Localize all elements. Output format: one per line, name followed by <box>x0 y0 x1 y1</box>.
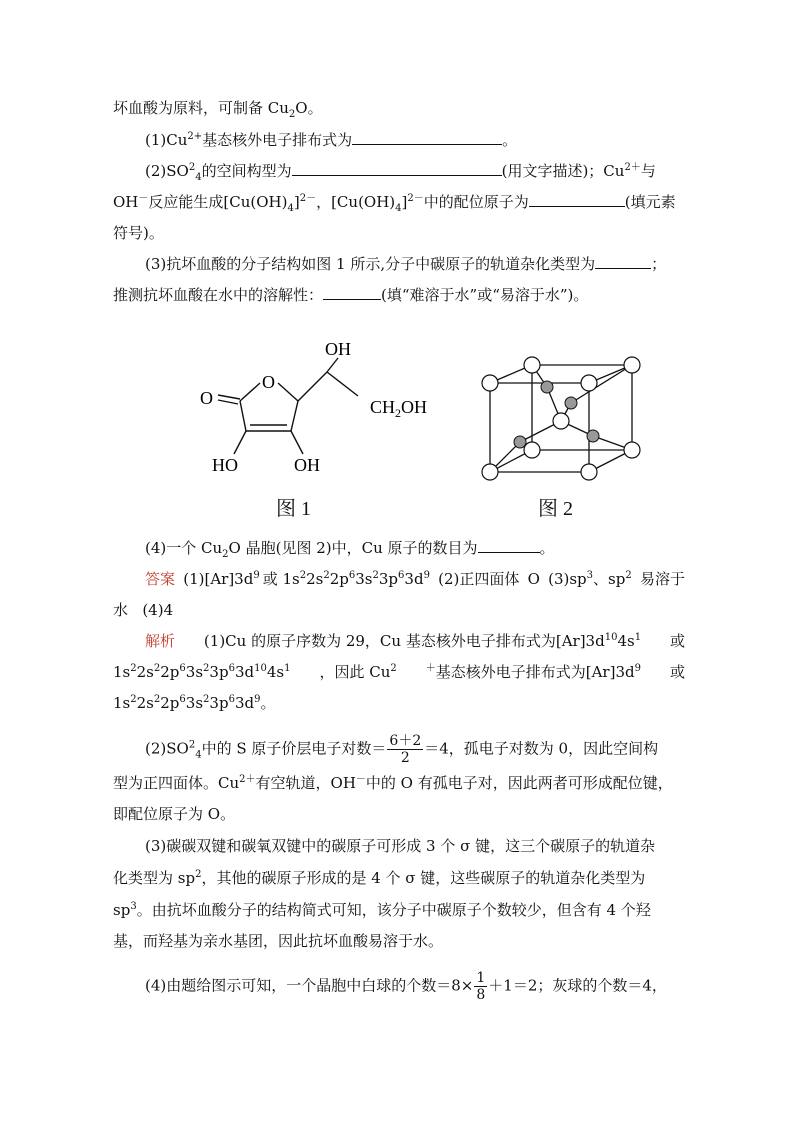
superscript: 2 <box>130 663 137 674</box>
subscript: 4 <box>395 203 402 214</box>
text: 。由抗坏血酸分子的结构简式可知，该分子中碳原子个数较少，但含有 4 个羟 <box>136 901 651 919</box>
text: 2p <box>160 663 180 681</box>
text: (2)SO <box>145 162 189 180</box>
text: 3d <box>234 663 255 681</box>
text: 4s <box>617 632 635 650</box>
superscript: 9 <box>254 694 261 705</box>
carbonyl-oxygen-label: O <box>200 388 213 408</box>
text: 中的配位原子为 <box>423 193 529 211</box>
figure-2-caption: 图 2 <box>538 498 573 520</box>
text: (3)抗坏血酸的分子结构如图 1 所示,分子中碳原子的轨道杂化类型为 <box>145 255 596 273</box>
superscript: 2＋ <box>239 774 256 785</box>
text: 水 <box>113 601 129 619</box>
text: 。 <box>502 131 518 149</box>
ho-label: HO <box>212 455 238 475</box>
superscript: 2 <box>153 663 161 674</box>
text: 有空轨道，OH <box>255 774 356 792</box>
text: 2s <box>136 694 154 712</box>
superscript: 6 <box>348 570 356 581</box>
answer-blank[interactable] <box>352 130 502 145</box>
answer-label: 答案 <box>145 570 176 588</box>
white-atom <box>524 357 540 373</box>
text: (4)由题给图示可知，一个晶胞中白球的个数＝8× <box>145 976 474 995</box>
text: (2)正四面体 <box>438 570 520 588</box>
text: (1)[Ar]3d <box>183 570 254 588</box>
superscript: 2 <box>323 570 330 581</box>
question-2-line-2 <box>113 191 685 213</box>
text: 中的 O 有孤电子对，因此两者可形成配位键， <box>365 774 673 792</box>
text: 推测抗坏血酸在水中的溶解性： <box>113 286 324 304</box>
superscript: 2－ <box>407 193 424 204</box>
superscript: 10 <box>254 663 267 674</box>
text: ，[Cu(OH) <box>316 193 396 211</box>
superscript: 6 <box>179 663 186 674</box>
text: O。 <box>295 99 323 117</box>
text: OH <box>113 193 139 211</box>
text: 3p <box>378 570 399 588</box>
superscript: 1 <box>634 632 642 643</box>
text: 3p <box>209 663 229 681</box>
text: 或 <box>669 632 685 650</box>
text: 中的 S 原子价层电子对数＝ <box>201 739 387 758</box>
question-3-line-2 <box>113 284 685 306</box>
answer-blank[interactable] <box>478 538 540 553</box>
subscript: 2 <box>222 549 229 560</box>
text: ] <box>293 193 300 211</box>
white-atom <box>624 442 640 458</box>
text: 3d <box>234 694 255 712</box>
superscript: 2 <box>195 869 202 880</box>
text: 化类型为 sp <box>113 869 196 887</box>
question-1 <box>145 129 685 151</box>
explanation-line-11 <box>145 970 685 1003</box>
oh-top-label: OH <box>325 339 351 359</box>
superscript: 2 <box>299 570 307 581</box>
white-atom <box>553 413 569 429</box>
explanation-line-4 <box>145 733 685 766</box>
text: 或 1s <box>262 570 300 588</box>
explanation-line-5 <box>113 772 685 794</box>
answer-blank[interactable] <box>323 285 381 300</box>
superscript: 9 <box>423 570 430 581</box>
text: 型为正四面体。Cu <box>113 774 240 792</box>
answer-line-2 <box>113 599 685 621</box>
explanation-line-7 <box>145 835 685 857</box>
text: 。 <box>539 539 555 557</box>
superscript: 2 <box>188 739 196 751</box>
explanation-line-1 <box>145 630 685 652</box>
superscript: 1 <box>284 663 291 674</box>
gray-atom <box>514 436 526 448</box>
superscript: 2 <box>203 694 210 705</box>
text: 基态核外电子排布式为 <box>202 131 353 149</box>
figure-1-caption: 图 1 <box>276 498 311 520</box>
subscript: 4 <box>195 749 202 761</box>
text: 1s <box>113 694 131 712</box>
text: 或 <box>669 663 685 681</box>
explanation-line-8 <box>113 867 685 889</box>
text: 即配位原子为 O。 <box>113 805 236 823</box>
subscript: 4 <box>195 172 202 183</box>
explanation-line-2 <box>113 661 685 683</box>
white-atom <box>524 442 540 458</box>
superscript: 2＋ <box>624 162 641 173</box>
text: (1)Cu <box>145 131 188 149</box>
superscript: ＋ <box>425 663 436 674</box>
superscript: － <box>355 774 366 785</box>
ascorbic-acid-structure <box>190 328 445 478</box>
text: (填元素 <box>624 193 676 211</box>
text: ＝4，孤电子对数为 0，因此空间构 <box>424 739 659 758</box>
text: O <box>527 570 540 588</box>
text: (4)4 <box>142 601 174 619</box>
text: ] <box>401 193 408 211</box>
text: 基态核外电子排布式为[Ar]3d <box>435 663 635 681</box>
explanation-line-3 <box>113 692 685 714</box>
text: (3)碳碳双键和碳氧双键中的碳原子可形成 3 个 σ 键，这三个碳原子的轨道杂 <box>145 837 656 855</box>
superscript: 2 <box>372 570 379 581</box>
text: sp <box>113 901 131 919</box>
text: (用文字描述)；Cu <box>501 162 625 180</box>
superscript: 2 <box>188 162 196 173</box>
gray-atom <box>587 430 599 442</box>
white-atom <box>482 375 498 391</box>
superscript: 6 <box>398 570 405 581</box>
question-2-line-3 <box>113 222 685 244</box>
text: 基，而羟基为亲水基团，因此抗坏血酸易溶于水。 <box>113 932 444 950</box>
superscript: 2+ <box>187 131 203 142</box>
ring-oxygen-label: O <box>262 372 275 392</box>
superscript: 6 <box>228 694 235 705</box>
superscript: 10 <box>604 632 618 643</box>
superscript: 9 <box>253 570 260 581</box>
superscript: － <box>138 193 149 204</box>
text: ＋1＝2；灰球的个数＝4， <box>488 976 667 995</box>
question-3-line-1 <box>145 253 685 275</box>
explanation-line-9 <box>113 899 685 921</box>
text: 、sp <box>593 570 626 588</box>
text: 2p <box>329 570 349 588</box>
superscript: 2 <box>625 570 632 581</box>
question-4 <box>145 537 685 559</box>
text: 4s <box>266 663 285 681</box>
ch2oh-label: $CH_2OH$ <box>370 397 428 420</box>
text: 与 <box>640 162 656 180</box>
text: 易溶于 <box>639 570 685 588</box>
text: 2s <box>306 570 324 588</box>
superscript: 6 <box>179 694 186 705</box>
superscript: 2－ <box>299 193 317 204</box>
explanation-label: 解析 <box>145 632 176 650</box>
superscript: 3 <box>130 901 137 912</box>
white-atom <box>624 357 640 373</box>
text: (填“难溶于水”或“易溶于水”)。 <box>381 286 589 304</box>
subscript: 4 <box>287 203 294 214</box>
fraction: $\frac{1}{8}$ <box>476 970 486 1003</box>
text: 的空间构型为 <box>201 162 292 180</box>
intro-line <box>113 97 685 119</box>
cu2o-unit-cell <box>475 348 645 488</box>
text: O 晶胞(见图 2)中，Cu 原子的数目为 <box>228 539 478 557</box>
text: 2s <box>136 663 154 681</box>
superscript: 6 <box>228 663 235 674</box>
question-2-line-1 <box>145 160 685 182</box>
text: ，其他的碳原子形成的是 4 个 σ 键，这些碳原子的轨道杂化类型为 <box>201 869 646 887</box>
text: 3s <box>185 663 204 681</box>
answer-line-1 <box>145 568 685 590</box>
text: 3s <box>185 694 204 712</box>
subscript: 2 <box>288 109 296 120</box>
text: 1s <box>113 663 131 681</box>
text: 反应能生成[Cu(OH) <box>148 193 288 211</box>
superscript: 2 <box>203 663 210 674</box>
gray-atom <box>565 397 577 409</box>
white-atom <box>581 375 597 391</box>
text: 符号)。 <box>113 224 164 242</box>
superscript: 9 <box>634 663 641 674</box>
oh-label: OH <box>294 455 320 475</box>
text: 3s <box>355 570 373 588</box>
answer-blank[interactable] <box>529 192 625 207</box>
superscript: 2 <box>153 694 161 705</box>
text: (1)Cu 的原子序数为 29，Cu 基态核外电子排布式为[Ar]3d <box>203 632 605 650</box>
explanation-line-6 <box>113 803 685 825</box>
explanation-line-10 <box>113 930 685 952</box>
text: 。 <box>260 694 276 712</box>
text: (4)一个 Cu <box>145 539 223 557</box>
white-atom <box>581 464 597 480</box>
text: 坏血酸为原料，可制备 Cu <box>113 99 289 117</box>
text: ； <box>651 255 667 273</box>
text: 3d <box>404 570 424 588</box>
text: (2)SO <box>145 739 189 758</box>
fraction: $\frac{6+2}{2}$ <box>389 733 422 766</box>
superscript: 3 <box>586 570 594 581</box>
answer-blank[interactable] <box>595 254 651 269</box>
white-atom <box>482 464 498 480</box>
text: 2p <box>160 694 180 712</box>
text: 3p <box>209 694 229 712</box>
superscript: 2 <box>130 694 137 705</box>
text: ，因此 Cu <box>319 663 391 681</box>
answer-blank[interactable] <box>292 161 502 176</box>
text: (3)sp <box>548 570 587 588</box>
gray-atom <box>541 381 553 393</box>
superscript: 2 <box>390 663 397 674</box>
